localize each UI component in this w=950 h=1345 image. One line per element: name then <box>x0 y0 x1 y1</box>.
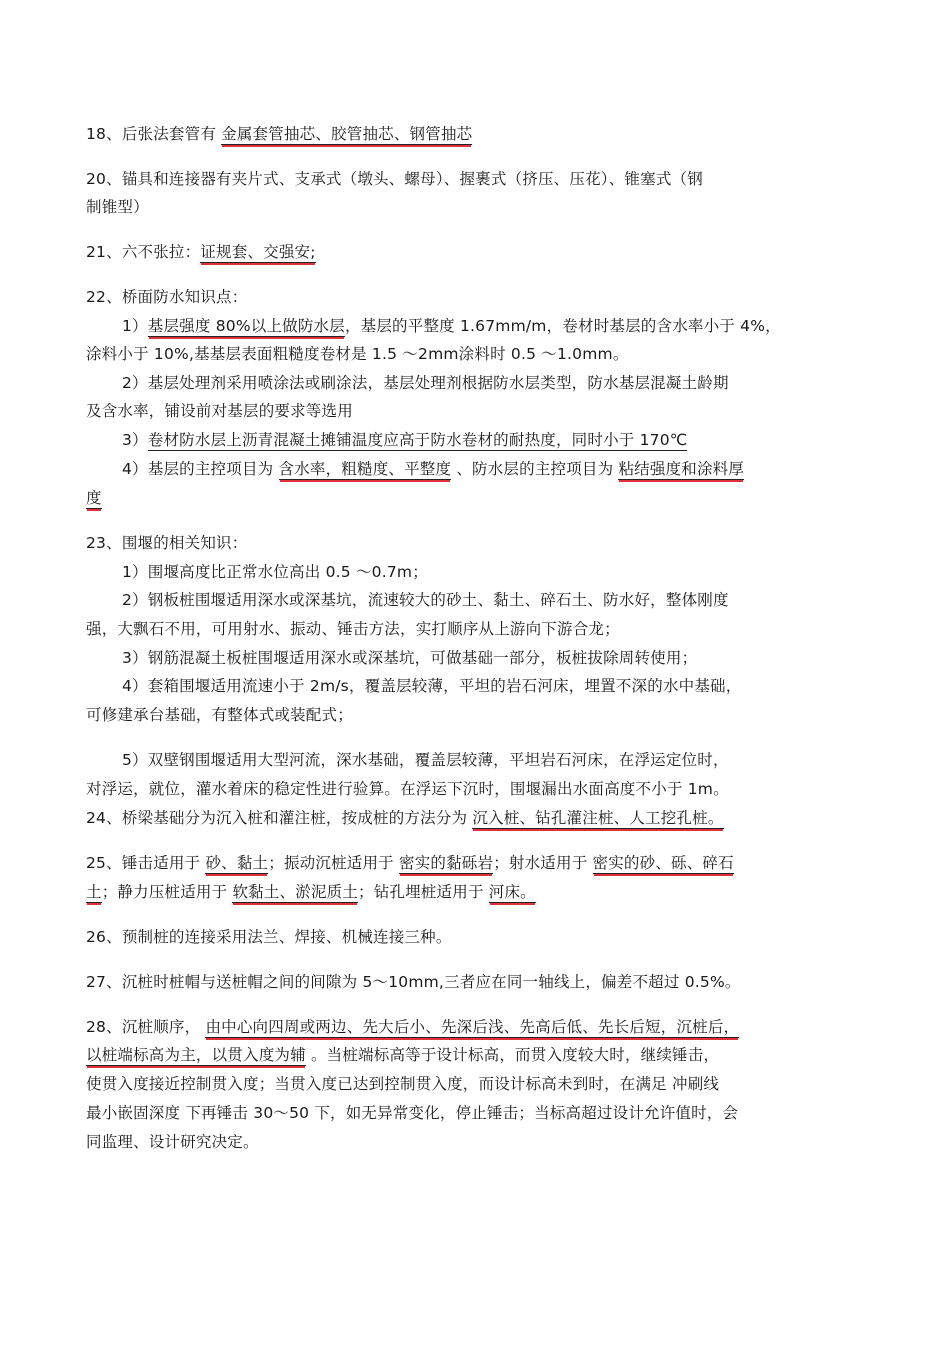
q23-p2-line1: 2）钢板桩围堰适用深水或深基坑，流速较大的砂土、黏土、碎石土、防水好，整体刚度 <box>122 591 729 609</box>
q28-prefix: 28、沉桩顺序， <box>86 1018 206 1036</box>
q24-prefix: 24、桥梁基础分为沉入桩和灌注桩，按成桩的方法分为 <box>86 809 473 827</box>
q23-p4-line1: 4）套箱围堰适用流速小于 2m/s，覆盖层较薄，平坦的岩石河床，埋置不深的水中基础， <box>122 677 742 695</box>
q25-answer-bored: 河床。 <box>488 883 536 901</box>
q22-p4-line2 <box>86 488 102 508</box>
q28-line2 <box>86 1045 719 1065</box>
q28-line4: 最小嵌固深度 下再锤击 30～50 下，如无异常变化，停止锤击；当标高超过设计允许值时，会 <box>86 1104 739 1122</box>
q21-answer: 证规套、交强安; <box>200 243 316 261</box>
q25-line2 <box>86 882 536 902</box>
q25-answer-static: 软黏土、淤泥质土 <box>232 883 359 901</box>
q22-p4-a: 4）基层的主控项目为 <box>122 460 279 478</box>
q18-prefix: 18、后张法套管有 <box>86 125 222 143</box>
q25-answer-hammer: 砂、黏土 <box>205 854 269 872</box>
q25-c: ；振动沉桩适用于 <box>268 854 399 872</box>
q28-answer1: 由中心向四周或两边、先大后小、先深后浅、先高后低、先长后短，沉桩后， <box>205 1018 740 1036</box>
q27-line: 27、沉桩时桩帽与送桩帽之间的间隙为 5～10mm,三者应在同一轴线上，偏差不超过 0.5%。 <box>86 973 741 991</box>
q25-h: ；静力压桩适用于 <box>101 883 233 901</box>
q23-p2-line2: 强，大飘石不用，可用射水、振动、锤击方法，实打顺序从上游向下游合龙； <box>86 620 620 638</box>
q22-p4-answer1: 含水率，粗糙度、平整度 <box>278 460 452 478</box>
q22-p1 <box>122 316 781 336</box>
q25-answer-vibration: 密实的黏砾岩 <box>399 854 494 872</box>
q22-p1-rest: ，基层的平整度 1.67mm/m，卷材时基层的含水率小于 4%， <box>344 317 781 335</box>
q22-p3-answer: 卷材防水层上沥青混凝土摊铺温度应高于防水卷材的耐热度，同时小于 170℃ <box>147 431 688 449</box>
q26-line: 26、预制桩的连接采用法兰、焊接、机械连接三种。 <box>86 928 452 946</box>
q24-line <box>86 808 724 828</box>
q20-line2: 制锥型） <box>86 198 149 216</box>
q25-answer-jetting: 密实的砂、砾、碎石 <box>592 854 734 872</box>
q18-line <box>86 124 472 144</box>
q22-p3-num: 3） <box>122 431 148 449</box>
q28-line3: 使贯入度接近控制贯入度；当贯入度已达到控制贯入度，而设计标高未到时，在满足 冲刷线 <box>86 1075 720 1093</box>
q23-p5-line2: 对浮运，就位，灌水着床的稳定性进行验算。在浮运下沉时，围堰漏出水面高度不小于 1m。 <box>86 780 729 798</box>
q22-p2-line1: 2）基层处理剂采用喷涂法或刷涂法，基层处理剂根据防水层类型，防水基层混凝土龄期 <box>122 374 729 392</box>
q23-p3: 3）钢筋混凝土板桩围堰适用深水或深基坑，可做基础一部分，板桩拔除周转使用； <box>122 649 698 667</box>
q18-answer: 金属套管抽芯、胶管抽芯、钢管抽芯 <box>221 125 473 143</box>
q20-line1: 20、锚具和连接器有夹片式、支承式（墩头、螺母）、握裹式（挤压、压花）、锥塞式（钢 <box>86 170 703 188</box>
q22-p4 <box>122 459 744 479</box>
q22-p2-line2: 及含水率，铺设前对基层的要求等选用 <box>86 402 353 420</box>
q28-answer2: 以桩端标高为主，以贯入度为辅 <box>86 1046 306 1064</box>
q25-e: ；射水适用于 <box>493 854 593 872</box>
q24-answer: 沉入桩、钻孔灌注桩、人工挖孔桩。 <box>472 809 724 827</box>
q25-answer-jetting-cont: 土 <box>86 883 102 901</box>
q22-p1-line2: 涂料小于 10%,基基层表面粗糙度卷材是 1.5 ～2mm涂料时 0.5 ～1.0mm。 <box>86 345 629 363</box>
q22-p3 <box>122 430 687 450</box>
q23-p1: 1）围堰高度比正常水位高出 0.5 ～0.7m； <box>122 563 428 581</box>
q25-j: ；钻孔埋桩适用于 <box>358 883 489 901</box>
q28-line5: 同监理、设计研究决定。 <box>86 1133 259 1151</box>
q22-p1-num: 1） <box>122 317 148 335</box>
q22-p4-answer2: 粘结强度和涂料厚 <box>618 460 745 478</box>
q21-prefix: 21、六不张拉： <box>86 243 201 261</box>
q21-line <box>86 242 316 262</box>
q22-p4-c: 、防水层的主控项目为 <box>451 460 619 478</box>
q22-p1-answer: 基层强度 80%以上做防水层 <box>147 317 345 335</box>
q22-title: 22、桥面防水知识点： <box>86 288 248 306</box>
q25-line1 <box>86 853 734 873</box>
q25-a: 25、锤击适用于 <box>86 854 206 872</box>
q23-title: 23、围堰的相关知识： <box>86 534 248 552</box>
q22-p4-answer2-cont: 度 <box>86 489 102 507</box>
q23-p5-line1: 5）双壁钢围堰适用大型河流，深水基础，覆盖层较薄，平坦岩石河床，在浮运定位时， <box>122 751 729 769</box>
q28-line2-rest: 。当桩端标高等于设计标高，而贯入度较大时，继续锤击， <box>305 1046 720 1064</box>
q28-line1 <box>86 1017 739 1037</box>
q23-p4-line2: 可修建承台基础，有整体式或装配式； <box>86 706 353 724</box>
